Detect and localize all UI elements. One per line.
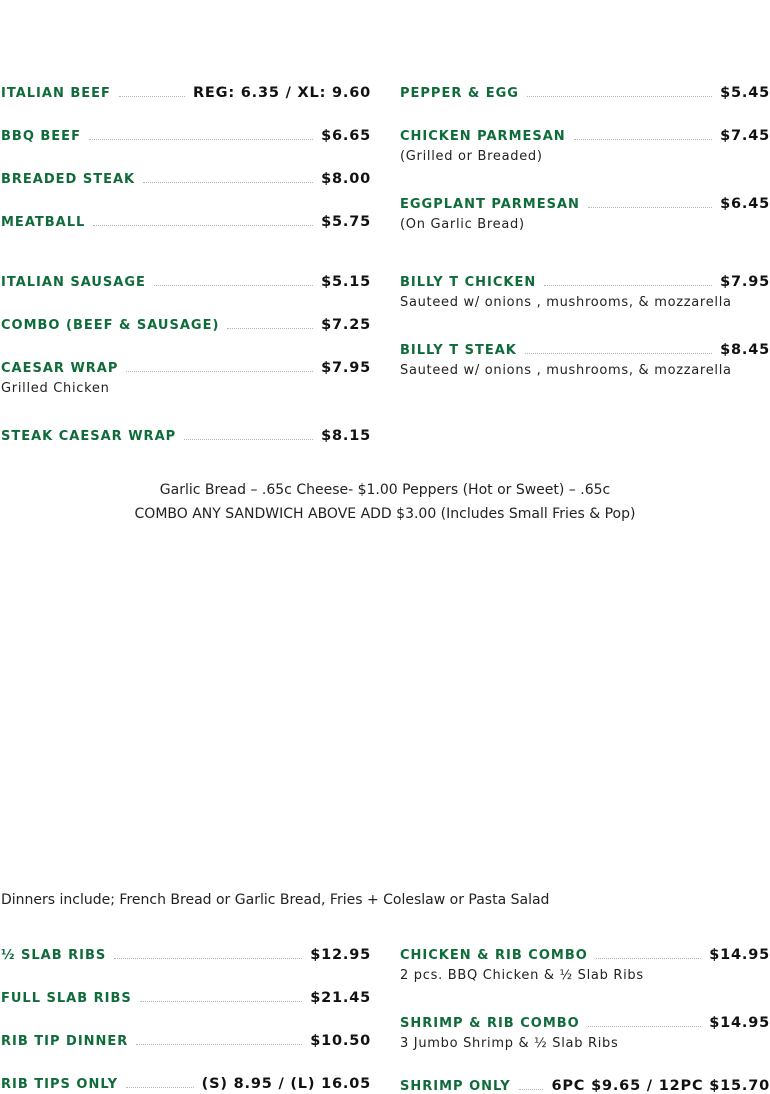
menu-item [400, 1013, 770, 1051]
item-name: SHRIMP & RIB COMBO [400, 1016, 580, 1031]
leader-dots [596, 957, 701, 959]
item-name: EGGPLANT PARMESAN [400, 197, 580, 212]
leader-dots [184, 438, 313, 440]
item-name: BREADED STEAK [1, 172, 136, 187]
menu-item [1, 1031, 371, 1049]
add-ons-note: Garlic Bread – .65c Cheese- $1.00 Peppers (Hot or Sweet) – .65c [159, 482, 611, 498]
item-name: PEPPER & EGG [400, 86, 519, 101]
item-description: (On Garlic Bread) [400, 217, 525, 232]
item-price: $10.50 [310, 1033, 371, 1049]
item-name: BBQ BEEF [1, 129, 81, 144]
item-price: $5.75 [321, 214, 371, 230]
item-name: STEAK CAESAR WRAP [1, 429, 177, 444]
dinners-intro: Dinners include; French Bread or Garlic Bread, Fries + Coleslaw or Pasta Salad [1, 892, 550, 908]
item-name: COMBO (BEEF & SAUSAGE) [1, 318, 220, 333]
item-name: CHICKEN & RIB COMBO [400, 948, 588, 963]
item-name: ITALIAN BEEF [1, 86, 111, 101]
menu-item [1, 945, 371, 963]
leader-dots [126, 1086, 194, 1088]
item-price: $14.95 [709, 1015, 770, 1031]
leader-dots [119, 95, 185, 97]
leader-dots [89, 138, 313, 140]
menu-item [1, 988, 371, 1006]
item-description: 2 pcs. BBQ Chicken & ½ Slab Ribs [400, 968, 644, 983]
menu-item [1, 1074, 371, 1092]
item-name: BILLY T CHICKEN [400, 275, 537, 290]
item-price: $6.45 [720, 196, 770, 212]
item-name: CAESAR WRAP [1, 361, 119, 376]
leader-dots [114, 957, 302, 959]
item-name: RIB TIPS ONLY [1, 1077, 119, 1092]
menu-item [1, 315, 371, 333]
item-price: $7.95 [720, 274, 770, 290]
item-name: SHRIMP ONLY [400, 1079, 511, 1094]
item-price: $8.00 [321, 171, 371, 187]
leader-dots [544, 284, 712, 286]
menu-item [1, 126, 371, 144]
menu-item [400, 945, 770, 983]
item-description: Sauteed w/ onions , mushrooms, & mozzarella [400, 295, 732, 310]
menu-item [400, 83, 770, 101]
item-price: $5.45 [720, 85, 770, 101]
menu-item [1, 212, 371, 230]
item-name: CHICKEN PARMESAN [400, 129, 566, 144]
item-name: RIB TIP DINNER [1, 1034, 129, 1049]
item-name: ½ SLAB RIBS [1, 948, 107, 963]
item-price: $8.45 [720, 342, 770, 358]
menu-item [1, 426, 371, 444]
item-price: $6.65 [321, 128, 371, 144]
leader-dots [525, 352, 712, 354]
item-name: BILLY T STEAK [400, 343, 517, 358]
combo-note: COMBO ANY SANDWICH ABOVE ADD $3.00 (Includes Small Fries & Pop) [134, 506, 636, 522]
leader-dots [519, 1088, 544, 1090]
item-price: $12.95 [310, 947, 371, 963]
item-description: Sauteed w/ onions , mushrooms, & mozzarella [400, 363, 732, 378]
leader-dots [227, 327, 313, 329]
menu-item [1, 169, 371, 187]
menu-item [400, 126, 770, 164]
menu-item [1, 83, 371, 101]
item-price: $8.15 [321, 428, 371, 444]
leader-dots [154, 284, 313, 286]
item-price: $21.45 [310, 990, 371, 1006]
leader-dots [140, 1000, 302, 1002]
leader-dots [574, 138, 712, 140]
item-name: MEATBALL [1, 215, 86, 230]
menu-item [400, 1076, 770, 1094]
item-name: ITALIAN SAUSAGE [1, 275, 146, 290]
menu-item [1, 358, 371, 396]
item-description: Grilled Chicken [1, 381, 110, 396]
item-price: $7.45 [720, 128, 770, 144]
item-name: FULL SLAB RIBS [1, 991, 132, 1006]
leader-dots [126, 370, 313, 372]
menu-item [400, 194, 770, 232]
item-price: $5.15 [321, 274, 371, 290]
menu-item [400, 340, 770, 378]
item-description: 3 Jumbo Shrimp & ½ Slab Ribs [400, 1036, 619, 1051]
leader-dots [136, 1043, 302, 1045]
item-description: (Grilled or Breaded) [400, 149, 543, 164]
item-price: REG: 6.35 / XL: 9.60 [192, 85, 371, 101]
leader-dots [588, 1025, 702, 1027]
leader-dots [93, 224, 313, 226]
leader-dots [143, 181, 313, 183]
menu-item [400, 272, 770, 310]
menu-item [1, 272, 371, 290]
item-price: 6PC $9.65 / 12PC $15.70 [551, 1078, 770, 1094]
item-price: (S) 8.95 / (L) 16.05 [201, 1076, 371, 1092]
item-price: $7.95 [321, 360, 371, 376]
leader-dots [527, 95, 712, 97]
item-price: $7.25 [321, 317, 371, 333]
leader-dots [588, 206, 712, 208]
item-price: $14.95 [709, 947, 770, 963]
